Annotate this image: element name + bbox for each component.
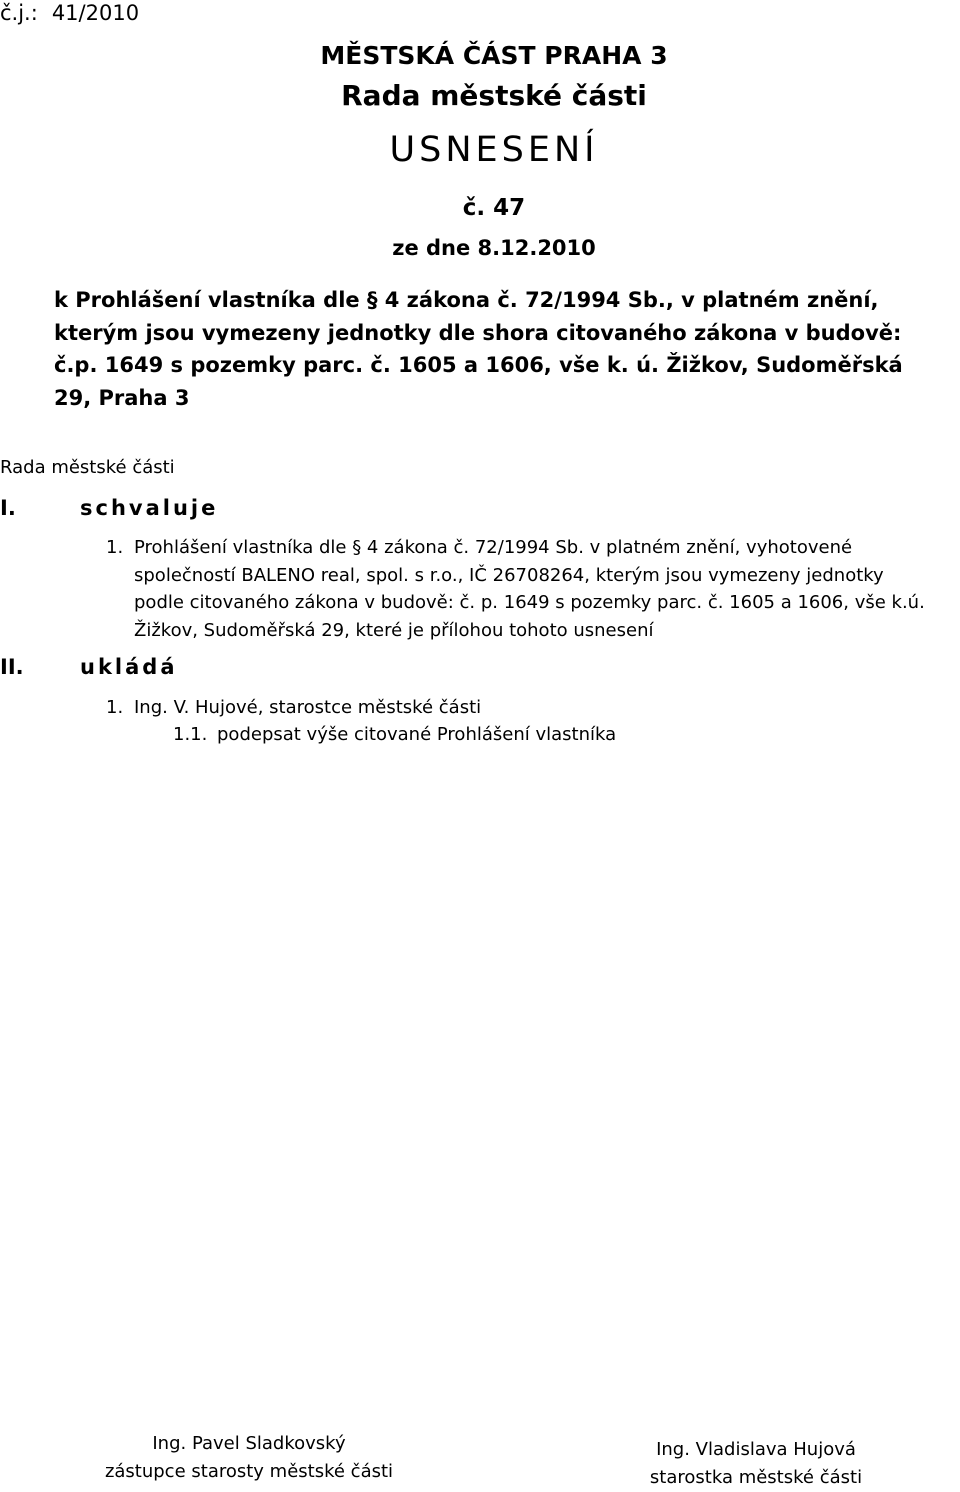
reference-label: č.j.:: [0, 1, 38, 25]
item-number: 1.: [106, 537, 124, 558]
section-title-approves: schvaluje: [80, 496, 219, 520]
signatory-name: Ing. Pavel Sladkovský: [152, 1433, 346, 1454]
item-text-line: Žižkov, Sudoměřská 29, které je přílohou tohoto usnesení: [134, 619, 654, 641]
section-number: I.: [0, 496, 16, 520]
resolution-number: č. 47: [462, 195, 526, 221]
item-text: [134, 534, 925, 644]
section-title-assigns: ukládá: [80, 655, 178, 679]
subitem-text: podepsat výše citované Prohlášení vlastníka: [217, 724, 617, 745]
item-text-line: Prohlášení vlastníka dle § 4 zákona č. 72/1994 Sb. v platném znění, vyhotovené: [134, 537, 853, 558]
signature-block: [84, 1430, 414, 1486]
item-text: Ing. V. Hujové, starostce městské části: [134, 697, 482, 718]
subject-line: 29, Praha 3: [54, 386, 190, 411]
reference-number: 41/2010: [51, 1, 140, 25]
subject-line: č.p. 1649 s pozemky parc. č. 1605 a 1606, vše k. ú. Žižkov, Sudoměřská: [54, 353, 903, 378]
reference-line: [0, 0, 139, 26]
item-number: 1.: [106, 697, 124, 718]
subject-line: k Prohlášení vlastníka dle § 4 zákona č. 72/1994 Sb., v platném znění,: [54, 288, 879, 312]
signatory-name: Ing. Vladislava Hujová: [656, 1439, 856, 1460]
organization-title: MĚSTSKÁ ČÁST PRAHA 3: [320, 41, 668, 70]
subject-line: kterým jsou vymezeny jednotky dle shora citovaného zákona v budově:: [54, 320, 902, 345]
signatory-role: zástupce starosty městské části: [104, 1461, 394, 1482]
resolution-date: ze dne 8.12.2010: [392, 236, 596, 260]
council-label: Rada městské části: [0, 457, 175, 478]
signatory-role: starostka městské části: [649, 1467, 863, 1488]
resolution-subject: [54, 284, 954, 415]
document-type-title: USNESENÍ: [389, 130, 599, 170]
section-number: II.: [0, 655, 24, 679]
item-text-line: podle citovaného zákona v budově: č. p. 1649 s pozemky parc. č. 1605 a 1606, vše k.ú.: [134, 592, 925, 613]
item-text-line: společností BALENO real, spol. s r.o., IČ 26708264, kterým jsou vymezeny jednotky: [134, 564, 884, 586]
council-title: Rada městské části: [341, 79, 647, 112]
signature-block: [606, 1436, 906, 1492]
subitem-number: 1.1.: [173, 724, 208, 745]
